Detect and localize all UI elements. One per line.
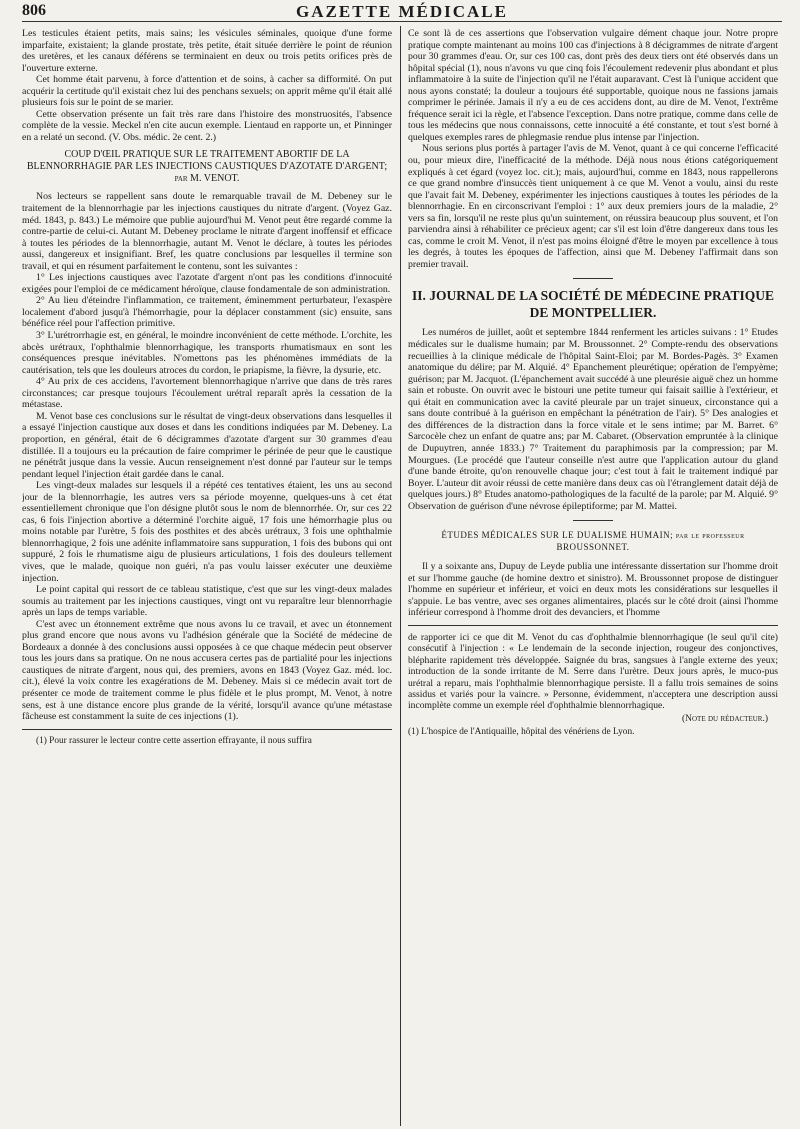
footnote-rule [22,729,392,730]
paragraph: Le point capital qui ressort de ce tableau statistique, c'est que sur les vingt-deux malades soumis au traitement par les injections caustiques, vingt ont vu reparaître leur blennorrhagie après un laps de temps variable. [22,584,392,619]
paragraph: Nous serions plus portés à partager l'avis de M. Venot, quant à ce qui concerne l'efficacité ou, pour mieux dire, l'inefficacité de la méthode. Déjà nous nous étions catégoriquement expliqués à cet égard (voyez loc. cit.); mais, aujourd'hui, comme en 1843, nous rappellerons ce que grand nombre d'insuccès tient uniquement à ce que M. Venot a voulu, ainsi du reste que l'avait fait M. Debeney, expérimenter les injections caustiques à toutes les périodes de la blennorrhagie. En en circonscrivant l'emploi : 1° aux deux premiers jours de la maladie, 2° vers sa fin, lorsqu'il ne reste plus qu'un suintement, on réussira beaucoup plus souvent, et l'on parviendra ainsi à réhabiliter ce précieux agent; car s'il est loin d'être dangereux dans tous les cas, comme le croit M. Venot, il n'est pas moins éloigné d'être le moyen par excellence à tous les degrés, à toutes les époques de l'affection, ainsi que M. Debeney l'affirmait dans son premier travail. [408,143,778,270]
header-rule [22,21,782,22]
paragraph: Les numéros de juillet, août et septembre 1844 renferment les articles suivans : 1° Etudes médicales sur le dualisme humain; par M. Broussonnet. 2° Compte-rendu des observations recueillies à la clinique médicale de l'hôpital Saint-Eloi; par M. Bordes-Pagès. 3° Examen anatomique du délire; par M. Alquié. 4° Epanchement pleurétique; opération de l'empyème; guérison; par M. Jacquot. (L'épanchement avait succédé à une pleurésie aiguë chez un homme sain et robuste. On ouvrit avec le bistouri une petite tumeur qui faisait saillie à l'extérieur, et qui était en communication avec la cavité pleurale par un trajet sinueux, circonstance qui a sans doute contribué à la guérison en empêchant la pénétration de l'air). 5° Des analogies et des différences de la distraction dans la force vitale et le sens intime; par M. Barret. 6° Sarcocèle chez un enfant de quatre ans; par M. Cabaret. (Observation empruntée à la clinique de Dupuytren, année 1833.) 7° Traitement du paraphimosis par la compression; par M. Mourgues. (Le procédé que l'auteur conseille n'est autre que l'application autour du gland d'une bande étroite, qu'on renouvelle chaque jour; c'est tout à fait le traitement indiqué par Boyer. L'auteur dit avoir réussi de cette manière dans deux cas où l'étranglement datait déjà de quelques jours.) 8° Etudes anatomo-pathologiques de la faculté de la parole; par M. Alquié. 9° Observation de guérison d'une névrose épileptiforme; par M. Mattei. [408,327,778,512]
paragraph: Les vingt-deux malades sur lesquels il a répété ces tentatives étaient, les uns au second jour de la blennorrhagie, les autres vers sa période moyenne, quelques-uns à cet état essentiellement chronique que l'on désigne plutôt sous le nom de blennorrhée. Or, sur ces 22 cas, 6 fois l'injection abortive a déterminé l'orchite aiguë, 17 fois une hémorrhagie plus ou moins notable par l'urètre, 5 fois des posthites et des abcès urétraux, 3 fois une ophthalmie blennorrhagique, 2 fois une adénite inflammatoire sans suppuration, 1 fois des bubons qui ont suppuré, 2 fois le rhumatisme aigu de plusieurs articulations, 1 fois des douleurs tellement vives, que le malade, quoique non guéri, n'a pas voulu laisser exécuter une deuxième injection. [22,480,392,584]
footnote: (1) L'hospice de l'Antiquaille, hôpital des vénériens de Lyon. [408,727,635,738]
right-column [408,28,778,1118]
paragraph: Les testicules étaient petits, mais sains; les vésicules séminales, quoique d'une forme imparfaite, existaient; la glande prostate, très petite, était située derrière le point de réunion des uretères, et les canaux déférens se terminaient en deux ou trois petits orifices près de l'ouverture externe. [22,28,392,74]
paragraph: 3° L'urétrorrhagie est, en général, le moindre inconvénient de cette méthode. L'orchite, les abcès urétraux, l'ophthalmie blennorrhagique, les transports rhumatismaux en sont les conséquences presque inévitables. N'omettons pas les phénomènes immédiats de la cautérisation, tels que les douleurs atroces du cordon, le priapisme, la fièvre, la dysurie, etc. [22,330,392,376]
paragraph: 4° Au prix de ces accidens, l'avortement blennorrhagique n'arrive que dans de très rares circonstances; car presque toujours l'écoulement urétral reparaît après la cessation de la métastase. [22,376,392,411]
section-rule [573,520,613,521]
paragraph: 2° Au lieu d'éteindre l'inflammation, ce traitement, éminemment perturbateur, l'exaspère localement d'abord jusqu'à l'hémorrhagie, pour la déplacer constamment (sic) ensuite, sans bénéfice réel pour l'affection primitive. [22,295,392,330]
paragraph: Il y a soixante ans, Dupuy de Leyde publia une intéressante dissertation sur l'homme droit et sur l'homme gauche (de homine dextro et sinistro). M. Broussonnet propose de distinguer l'homme en supérieur et inférieur, et voici en deux mots les considérations sur lesquelles il s'appuie. Le bas ventre, avec ses organes alimentaires, placés sur le côté droit (ainsi l'homme inférieur correspond à l'homme droit des devanciers, et l'homme [408,561,778,619]
paragraph: Cette observation présente un fait très rare dans l'histoire des monstruosités, l'absence complète de la vessie. Meckel n'en cite aucun exemple. Lientaud en rapporte un, et Pinninger en a relaté un second. (V. Obs. médic. 2e cent. 2.) [22,108,392,143]
footnote-rule [408,625,778,626]
section-title: COUP D'ŒIL PRATIQUE SUR LE TRAITEMENT ABORTIF DE LA BLENNORRHAGIE PAR LES INJECTIONS CAUSTIQUES D'AZOTATE D'ARGENT; par M. VENOT. [26,149,388,185]
section-rule [573,278,613,279]
left-column [22,28,392,1118]
footnote-continuation: de rapporter ici ce que dit M. Venot du cas d'ophthalmie blennorrhagique (le seul qu'il cite) consécutif à l'injection : « Le lendemain de la seconde injection, rougeur des conjonctives, blépharite rapidement très développée. Saignée du bras, sangsues à l'angle externe des yeux; introduction de la sonde irritante de M. Serre dans l'urètre. Deux jours après, le muco-pus urétral a reparu, mais l'ophthalmie blennorrhagique persiste. Il a fallu trois semaines de soins assidus et variés pour la vaincre. » Personne, évidemment, n'acceptera une description aussi incomplète comme un exemple réel d'ophthalmie blennorrhagique. [408,631,778,712]
paragraph: Nos lecteurs se rappellent sans doute le remarquable travail de M. Debeney sur le traitement de la blennorrhagie par les injections caustiques du nitrate d'argent. (Voyez Gaz. méd. 1843, p. 843.) Le mémoire que publie aujourd'hui M. Venot peut être regardé comme la contre-partie de celui-ci. Autant M. Debeney proclame le nitrate d'argent inoffensif et efficace à toutes les périodes de la blennorrhagie, autant M. Venot le déclare, à toutes les périodes aussi, dangereux et insignifiant. Bref, les quatre conclusions par lesquelles il termine son travail, et qui en résument parfaitement le contenu, sont les suivantes : [22,191,392,272]
page-header [22,2,782,20]
paragraph: C'est avec un étonnement extrême que nous avons lu ce travail, et avec un étonnement plus grand encore que nous avons vu l'adhésion générale que la Société de médecine de Bordeaux a donnée à des conclusions aussi opposées à ce que chaque médecin peut observer tous les jours dans sa pratique. On ne nous accusera certes pas de partialité pour les injections caustiques de nitrate d'argent, nous qui, des premiers, avons en 1843 (Voyez Gaz. méd. loc. cit.), élevé la voix contre les exagérations de M. Debeney. Mais si ce médecin avait tort de présenter ce mode de traitement comme le plus fidèle et le plus prompt, M. Venot, à notre sens, est à une distance encore plus grande de la vérité, lorsqu'il avance qu'une métastase fâcheuse est constamment la suite de ces injections (1). [22,618,392,723]
paragraph: Cet homme était parvenu, à force d'attention et de soins, à cacher sa difformité. On put acquérir la certitude qu'il existait chez lui des penchans sexuels; on apprit même qu'il était allé plusieurs fois sur le point de se marier. [22,74,392,109]
newspaper-page [22,0,782,1129]
footnote: (1) Pour rassurer le lecteur contre cette assertion effrayante, il nous suffira [36,735,312,746]
paragraph: M. Venot base ces conclusions sur le résultat de vingt-deux observations dans lesquelles il a essayé l'injection caustique aux doses et dans les conditions indiquées par M. Debeney. La proportion, en général, était de 6 décigrammes d'azotate d'argent sur 30 grammes d'eau distillée. Il a toujours eu la précaution de faire comprimer le périnée de peur que le caustique ne pénétrât jusque dans la vessie. Aucun renseignement n'est donné par l'auteur sur le temps pendant lequel l'injection était gardée dans le canal. [22,410,392,480]
running-title: GAZETTE MÉDICALE [296,2,508,21]
column-divider [400,26,401,1126]
paragraph: Ce sont là de ces assertions que l'observation vulgaire dément chaque jour. Notre propre pratique compte maintenant au moins 100 cas d'injections à 8 décigrammes de nitrate d'argent pour 30 grammes d'eau. Or, sur ces 100 cas, dont près des deux tiers ont été observés dans un hôpital spécial (1), nous n'avons vu que cinq fois l'écoulement redevenir plus abondant et plus inflammatoire à la suite de l'injection qu'il ne l'était auparavant. C'est là l'unique accident que nous ayons constaté; la douleur a toujours été supportable, quoique nous ne fassions jamais comprimer le périnée. Jamais il n'y a eu de ces accidens dont, au dire de M. Venot, l'extrême fréquence serait ici la règle, et l'absence l'exception. Dans notre pratique, comme dans celle de tous les médecins que nous connaissons, cette innocuité a été constante, et tout s'est borné à quelques exemples rares de phlegmasie rendue plus intense par l'injection. [408,28,778,143]
page-number: 806 [22,2,46,19]
paragraph: 1° Les injections caustiques avec l'azotate d'argent n'ont pas les conditions d'innocuité exigées pour l'emploi de ce médicament héroïque, clause fondamentale de son administration. [22,272,392,295]
editor-note-signature: (Note du rédacteur.) [681,713,768,724]
journal-title: II. JOURNAL DE LA SOCIÉTÉ DE MÉDECINE PRATIQUE DE MONTPELLIER. [411,288,775,321]
article-title: ÉTUDES MÉDICALES SUR LE DUALISME HUMAIN; par le professeur BROUSSONNET. [441,530,745,553]
